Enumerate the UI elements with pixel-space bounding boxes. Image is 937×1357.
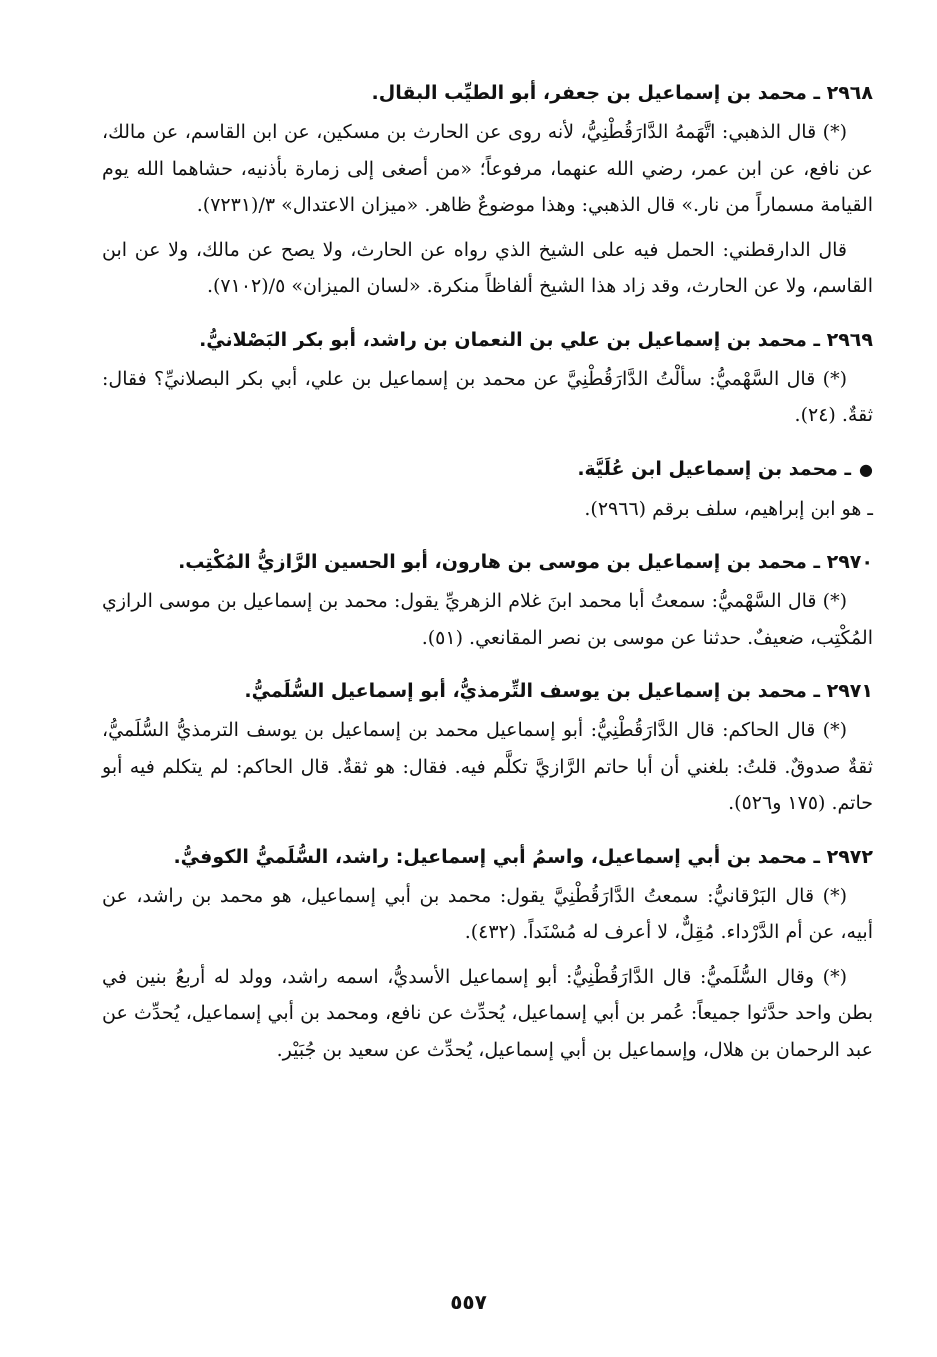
entry-paragraph: (*) قال الذهبي: اتَّهَمهُ الدَّارَقُطْنِيُّ، لأنه روى عن الحارث بن مسكين، عن ابن القاسم، عن مالك، عن نافع، عن ابن عمر، رضي الله عنهما، مرفوعاً؛ «من أصغى إلى زمارة بأذنيه، حشاهما الله يوم القيامة مسماراً من نار.» قال الذهبي: وهذا موضوعٌ ظاهر. «ميزان الاعتدال» ٣/(٧٢٣١). [102,121,873,216]
entry-paragraph: قال الدارقطني: الحمل فيه على الشيخ الذي رواه عن الحارث، ولا يصح عن مالك، ولا عن ابن القاسم، ولا عن الحارث، وقد زاد هذا الشيخ ألفاظاً منكرة. «لسان الميزان» ٥/(٧١٠٢). [102,238,873,297]
page-content [102,78,873,1076]
entry-paragraph: (*) وقال السُّلَميُّ: قال الدَّارَقُطْنِيُّ: أبو إسماعيل الأسديُّ، اسمه راشد، وولد له أربعُ بنين في بطن واحد حدَّثوا جميعاً: عُمر بن أبي إسماعيل، يُحدِّث عن نافع، ومحمد بن أبي إسماعيل، يُحدِّث عن عبد الرحمان بن هلال، وإسماعيل بن أبي إسماعيل، يُحدِّث عن سعيد بن جُبَيْر. [102,965,873,1061]
entry-heading: ٢٩٧١ ـ محمد بن إسماعيل بن يوسف التِّرمذيُّ، أبو إسماعيل السُّلَميُّ. [244,680,873,702]
entry-2972 [102,842,873,1069]
entry-heading [102,454,873,485]
bullet-icon: ● [859,459,873,479]
entry-2969 [102,325,873,434]
entry-heading-text: ـ محمد بن إسماعيل ابن عُلَيَّة. [577,457,852,480]
entry-paragraph: ـ هو ابن إبراهيم، سلف برقم (٢٩٦٦). [584,497,873,520]
entry-ibn-ulayya [102,454,873,528]
entry-heading: ٢٩٧٠ ـ محمد بن إسماعيل بن موسى بن هارون، أبو الحسين الرَّازيُّ المُكْتِب. [178,551,873,573]
entry-paragraph: (*) قال البَرْقانيُّ: سمعتُ الدَّارَقُطْنِيَّ يقول: محمد بن أبي إسماعيل، هو محمد بن راشد، عن أبيه، عن أم الدَّرْداء. مُقِلٌّ، لا أعرف له مُسْنَداً. (٤٣٢). [102,884,873,943]
entry-2970 [102,547,873,656]
entry-paragraph: (*) قال السَّهْميُّ: سمعتُ أبا محمد ابنَ غلام الزهريِّ يقول: محمد بن إسماعيل بن موسى الرازي المُكْتِب، ضعيفٌ. حدثنا عن موسى بن نصر المقانعي. (٥١). [102,590,873,649]
entry-2971 [102,676,873,822]
entry-heading: ٢٩٦٩ ـ محمد بن إسماعيل بن علي بن النعمان بن راشد، أبو بكر البَصْلانيُّ. [199,328,873,351]
page-number: ٥٥٧ [450,1290,487,1314]
entry-paragraph: (*) قال الحاكم: قال الدَّارَقُطْنِيُّ: أبو إسماعيل محمد بن إسماعيل بن يوسف الترمذيُّ السُّلَميُّ، ثقةٌ صدوقٌ. قلتُ: بلغني أن أبا حاتم الرَّازيَّ تكلَّم فيه. فقال: هو ثقةٌ. قال الحاكم: لم يتكلم فيه أبو حاتم. (١٧٥ و٥٢٦). [102,719,873,814]
entry-heading: ٢٩٦٨ ـ محمد بن إسماعيل بن جعفر، أبو الطيِّب البقال. [371,82,873,104]
entry-2968 [102,78,873,305]
entry-heading: ٢٩٧٢ ـ محمد بن أبي إسماعيل، واسمُ أبي إسماعيل: راشد، السُّلَميُّ الكوفيُّ. [173,845,873,868]
entry-paragraph: (*) قال السَّهْميُّ: سألْتُ الدَّارَقُطْنِيَّ عن محمد بن إسماعيل بن علي، أبي بكر البصلانيِّ؟ فقال: ثقةٌ. (٢٤). [102,367,873,426]
